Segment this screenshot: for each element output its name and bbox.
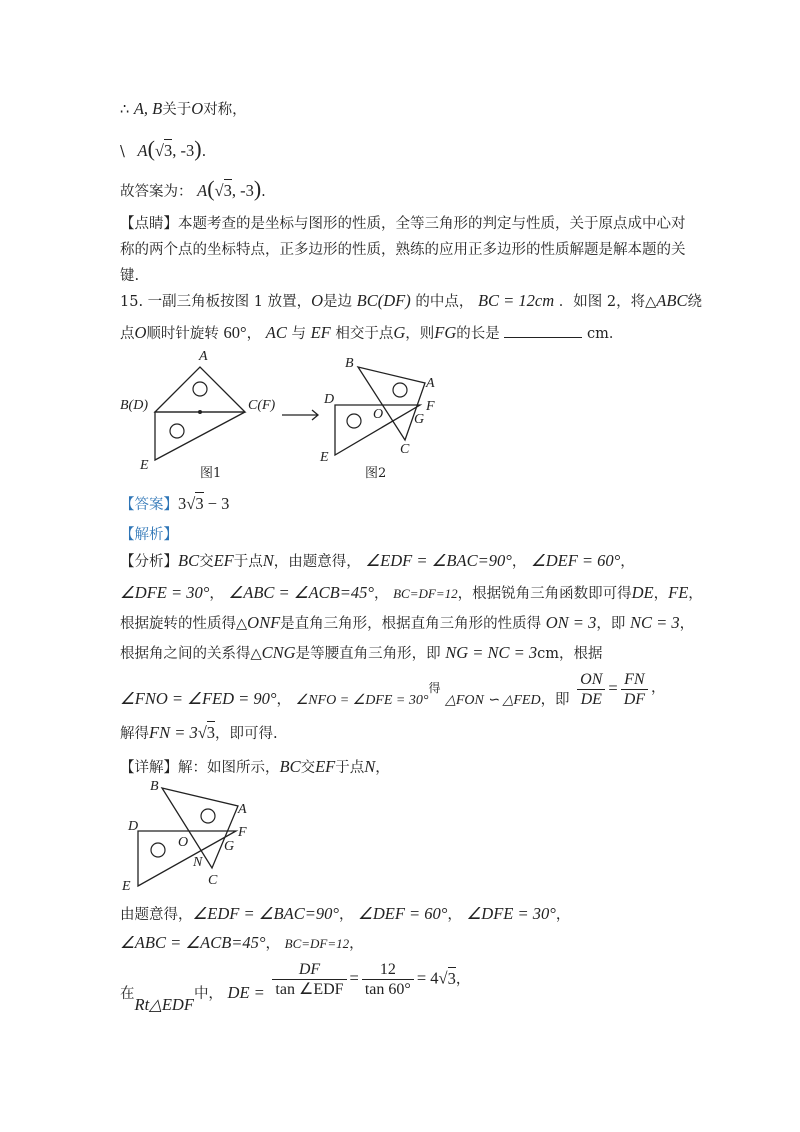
text: 一副三角板按图 1 放置， bbox=[147, 294, 312, 310]
segment: DE bbox=[631, 583, 654, 602]
equation: ∠NFO = ∠DFE = 30° bbox=[295, 692, 429, 708]
label-c: C bbox=[208, 873, 218, 888]
equation: ∠EDF = ∠BAC=90° bbox=[365, 551, 512, 570]
equation: BC=DF=12 bbox=[284, 936, 350, 951]
comment-text: 称的两个点的坐标特点，正多边形的性质，熟练的应用正多边形的性质解题是解本题的关 bbox=[120, 242, 686, 258]
text: 是直角三角形，根据直角三角形的性质得 bbox=[280, 616, 542, 632]
text: ， bbox=[374, 586, 389, 602]
answer-coef: 3 bbox=[178, 494, 187, 513]
label-b: B bbox=[345, 356, 354, 371]
text: ， bbox=[455, 971, 471, 988]
text: 根据旋转的性质得△ bbox=[120, 616, 248, 632]
text: 交 bbox=[300, 760, 316, 776]
numerator: FN bbox=[621, 670, 648, 690]
segment: EF bbox=[213, 551, 234, 570]
segment: AC bbox=[265, 323, 287, 342]
segment: EF bbox=[310, 323, 331, 342]
segment: BC bbox=[178, 551, 200, 570]
similarity: △FON ∽ △FED bbox=[445, 692, 541, 708]
fraction-fn-df bbox=[621, 670, 648, 709]
equation: ∠ABC = ∠ACB=45° bbox=[228, 583, 374, 602]
label-f: F bbox=[426, 399, 435, 414]
question-line-2 bbox=[120, 322, 623, 343]
detail-line-2 bbox=[120, 903, 570, 924]
detail-tag: 【详解】 bbox=[120, 760, 178, 776]
label-e: E bbox=[122, 879, 131, 893]
analysis-tag-line bbox=[120, 523, 178, 544]
equation: DE = bbox=[227, 982, 265, 1002]
numerator: DF bbox=[272, 960, 346, 980]
denominator: DE bbox=[580, 691, 602, 708]
text: 是边 bbox=[323, 294, 353, 310]
segment: EF bbox=[315, 757, 336, 776]
segment: BC(DF) bbox=[356, 291, 411, 310]
label-o: O bbox=[178, 835, 189, 850]
answer-rest: − 3 bbox=[203, 494, 230, 513]
analysis-line-3 bbox=[120, 612, 694, 633]
comment-line-2 bbox=[120, 238, 686, 259]
therefore-symbol: ∴ bbox=[120, 102, 130, 118]
text: ， bbox=[679, 616, 695, 632]
coord-y: -3 bbox=[180, 141, 195, 160]
equation: BC=DF=12 bbox=[393, 586, 458, 601]
text: ， bbox=[653, 586, 669, 602]
text: ， bbox=[511, 554, 527, 570]
detail-line-3 bbox=[120, 932, 364, 953]
text: 对称， bbox=[203, 102, 247, 118]
analysis-line-1 bbox=[120, 550, 635, 571]
result: = 4 bbox=[416, 968, 439, 988]
var: O bbox=[134, 323, 147, 342]
unit: cm bbox=[537, 646, 560, 662]
text: ，则 bbox=[405, 326, 435, 342]
analysis-line-4 bbox=[120, 642, 603, 663]
analysis-line-2 bbox=[120, 582, 703, 603]
equation: NG = NC = 3 bbox=[445, 643, 538, 662]
text: 解：如图所示， bbox=[178, 760, 280, 776]
detail-line-1 bbox=[120, 756, 390, 777]
text: ， bbox=[447, 907, 462, 923]
numerator: ON bbox=[577, 670, 605, 690]
label-a: A bbox=[238, 802, 247, 817]
text: ， bbox=[651, 679, 666, 696]
label-e: E bbox=[140, 458, 149, 473]
triangle: Rt△EDF bbox=[134, 994, 194, 1014]
figure-2-caption: 图2 bbox=[365, 466, 387, 481]
comment-tag: 【点睛】 bbox=[120, 216, 178, 232]
question-number: 15. bbox=[120, 294, 144, 310]
fraction-12-tan60 bbox=[362, 960, 414, 999]
text: 得 bbox=[428, 680, 441, 695]
text: 相交于点 bbox=[335, 326, 394, 342]
analysis-line-5: ∠FNO = ∠FED = 90°， ∠NFO = ∠DFE = 30°得 △FON ∽ △FED，即 $\frac{ON}{DE}$ = $\frac{FN}{DF}$ ， bbox=[120, 671, 666, 708]
text: 的中点， bbox=[415, 294, 474, 310]
text: 根据角之间的关系得△ bbox=[120, 646, 262, 662]
label-f: F bbox=[238, 825, 247, 840]
comment-line-3 bbox=[120, 264, 139, 285]
line-symmetric bbox=[120, 98, 247, 119]
text: 由题意得， bbox=[120, 907, 193, 923]
comment-line-1 bbox=[120, 212, 686, 233]
label-a: A bbox=[426, 376, 435, 391]
label-d: D bbox=[128, 819, 139, 834]
text: 是等腰直角三角形，即 bbox=[295, 646, 441, 662]
equation: ∠DEF = 60° bbox=[530, 551, 621, 570]
comment-text: 键. bbox=[120, 268, 140, 284]
text: ， bbox=[338, 907, 354, 923]
text: ，根据 bbox=[559, 646, 603, 662]
sqrt: 3 bbox=[206, 723, 216, 742]
comment-text: 本题考查的是坐标与图形的性质，全等三角形的判定与性质，关于原点成中心对 bbox=[178, 216, 686, 232]
arrow-icon bbox=[282, 410, 318, 420]
text: ．如图 2，将△ bbox=[558, 294, 657, 310]
text: ， bbox=[688, 586, 703, 602]
line-answer-is: 故答案为： A(√3, -3). bbox=[120, 176, 266, 201]
triangle: ABC bbox=[656, 291, 688, 310]
fraction-on-de bbox=[577, 670, 605, 709]
text: 交 bbox=[199, 554, 214, 570]
equation: ∠DEF = 60° bbox=[358, 904, 448, 923]
coord-y: -3 bbox=[240, 181, 254, 200]
equation: BC = 12cm bbox=[477, 291, 555, 310]
text: 的长是 bbox=[456, 326, 500, 342]
sqrt: 3 bbox=[447, 968, 456, 988]
segment: BC bbox=[279, 757, 301, 776]
text: 绕 bbox=[687, 294, 702, 310]
triangle: CNG bbox=[261, 643, 296, 662]
label-n: N bbox=[193, 855, 203, 870]
text: 顺时针旋转 bbox=[146, 326, 219, 342]
label-bd: B(D) bbox=[120, 398, 148, 413]
text: 于点 bbox=[335, 760, 365, 776]
fraction-df-tan bbox=[272, 960, 346, 999]
equation: FN = 3 bbox=[149, 723, 198, 742]
label-d: D bbox=[324, 392, 335, 407]
var: G bbox=[393, 323, 406, 342]
equation: ∠EDF = ∠BAC=90° bbox=[192, 904, 339, 923]
analysis-line-6: 解得FN = 3√3，即可得. bbox=[120, 723, 278, 742]
answer-sqrt: 3 bbox=[195, 494, 204, 513]
text: ， bbox=[620, 554, 635, 570]
text: ，根据锐角三角函数即可得 bbox=[457, 586, 632, 602]
text: 在 bbox=[120, 985, 135, 1002]
equation: ∠FNO = ∠FED = 90° bbox=[120, 688, 277, 708]
segment: FE bbox=[668, 583, 689, 602]
label-e: E bbox=[320, 450, 329, 465]
label-cf: C(F) bbox=[248, 398, 276, 413]
triangle: ONF bbox=[247, 613, 281, 632]
label-g: G bbox=[224, 839, 235, 854]
text: ，即 bbox=[540, 691, 570, 708]
text: ，即 bbox=[596, 616, 626, 632]
label-c: C bbox=[400, 442, 410, 457]
figure-1-caption: 图1 bbox=[200, 466, 222, 481]
figure-1 bbox=[120, 349, 276, 481]
var: N bbox=[262, 551, 274, 570]
denominator: tan ∠EDF bbox=[275, 981, 344, 998]
label-b: B bbox=[150, 779, 159, 794]
answer-tag: 【答案】 bbox=[120, 497, 178, 513]
text: 关于 bbox=[162, 102, 192, 118]
text: 与 bbox=[291, 326, 306, 342]
text: ， bbox=[375, 760, 390, 776]
text: ， bbox=[276, 691, 292, 708]
answer-label: 故答案为： bbox=[120, 184, 193, 200]
detail-line-4: 在Rt△EDF中， DE = $\frac{DF}{\text{tan ∠EDF}}$ = $\frac{12}{\tan 60^\circ}$ = 4√3， bbox=[120, 961, 471, 1014]
equals: = bbox=[349, 968, 359, 988]
equation: ∠DFE = 30° bbox=[466, 904, 556, 923]
angle: 60° bbox=[223, 323, 247, 342]
point-a: A bbox=[197, 181, 208, 200]
denominator: tan 60° bbox=[364, 981, 411, 998]
text: 点 bbox=[120, 326, 135, 342]
text: 于点 bbox=[233, 554, 263, 570]
figure-2 bbox=[319, 356, 435, 481]
var-ab: A, B bbox=[133, 99, 163, 118]
text: ， bbox=[555, 907, 571, 923]
equation: ON = 3 bbox=[545, 613, 597, 632]
figure-1-2 bbox=[110, 345, 450, 485]
equation: ∠DFE = 30° bbox=[120, 583, 210, 602]
var: O bbox=[311, 291, 324, 310]
text: ， bbox=[209, 586, 224, 602]
label-a: A bbox=[199, 349, 208, 364]
numerator: 12 bbox=[362, 960, 414, 980]
denominator: DF bbox=[623, 691, 646, 708]
coord-x: 3 bbox=[223, 181, 232, 200]
answer-line: 【答案】3√3 − 3 bbox=[120, 494, 230, 513]
answer-blank bbox=[504, 323, 582, 338]
coord-x: 3 bbox=[163, 141, 173, 160]
fenxi-tag: 【分析】 bbox=[120, 554, 178, 570]
segment: FG bbox=[434, 323, 457, 342]
label-g: G bbox=[414, 412, 425, 427]
label-o: O bbox=[373, 407, 384, 422]
backslash-symbol: \ bbox=[120, 144, 125, 160]
text: ， bbox=[246, 326, 262, 342]
line-point-a: \ A(√3, -3). bbox=[120, 136, 207, 161]
equation: NC = 3 bbox=[629, 613, 680, 632]
point-a: A bbox=[137, 141, 148, 160]
equation: ∠ABC = ∠ACB=45° bbox=[120, 933, 266, 952]
text: ， bbox=[349, 936, 364, 952]
unit: cm． bbox=[586, 326, 624, 342]
var-o: O bbox=[191, 99, 204, 118]
text: 中， bbox=[193, 985, 223, 1002]
text: ，即可得. bbox=[215, 726, 278, 742]
figure-3 bbox=[110, 778, 270, 893]
text: ，由题意得， bbox=[273, 554, 361, 570]
analysis-tag: 【解析】 bbox=[120, 527, 178, 543]
text: ， bbox=[265, 936, 281, 952]
question-line-1 bbox=[120, 290, 702, 311]
text: 解得 bbox=[120, 726, 149, 742]
var: N bbox=[364, 757, 376, 776]
